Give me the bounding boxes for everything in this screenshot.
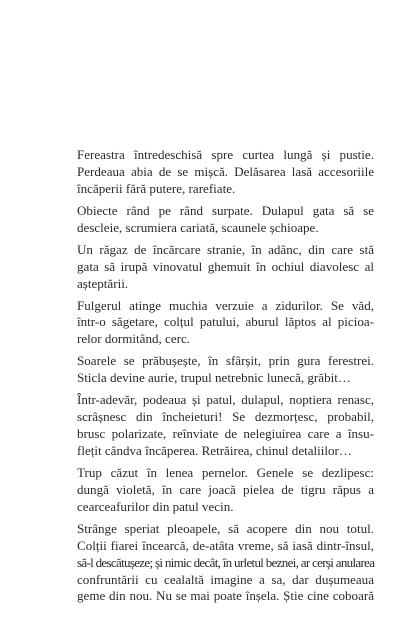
text-line: Obiecte rând pe rând surpate. Dulapul gata să se (77, 202, 374, 218)
text-line: gata să irupă vinovatul ghemuit în ochiul diavolesc al (77, 258, 374, 274)
text-line: dungă violetă, în care joacă pielea de tigru răpus a (77, 481, 374, 497)
text-line: geme din nou. Nu se mai poate înșela. Știe cine coboară (77, 588, 374, 604)
text-line: Fulgerul atinge muchia verzuie a zidurilor. Se văd, (77, 297, 374, 313)
text-line: Colții fiarei încearcă, de-atâta vreme, să iasă dintr-însul, (77, 537, 374, 553)
text-line: relor dormitând, cerc. (77, 331, 191, 347)
page-text (62, 147, 374, 610)
paragraph (62, 147, 374, 198)
text-line: Trup căzut în lenea pernelor. Genele se dezlipesc: (77, 464, 374, 480)
text-line: încăperii fără putere, rarefiate. (77, 180, 236, 196)
text-line: Fereastra întredeschisă spre curtea lungă și pustie. (77, 147, 374, 162)
text-line: Într-adevăr, podeaua și patul, dulapul, noptiera renasc, (77, 392, 374, 408)
text-line: cearceafurilor din patul vecin. (77, 498, 234, 514)
text-line: așteptării. (77, 275, 129, 291)
text-line: Soarele se prăbușește, în sfârșit, prin gura ferestrei. (77, 353, 374, 369)
text-line: confruntării cu cealaltă imagine a sa, dar dușumeaua (77, 571, 374, 587)
paragraph (62, 392, 374, 460)
text-line: să-l descătușeze; și nimic decât, în urletul beznei, ar cerși anularea (77, 554, 375, 570)
text-line: flețit cândva încăperea. Retrăirea, chinul detaliilor… (77, 442, 352, 458)
text-line: într-o săgetare, colțul patului, aburul lăptos al picioa- (77, 314, 374, 330)
paragraph (62, 521, 374, 606)
text-line: descleie, scrumiera cariată, scaunele șchioape. (77, 219, 319, 235)
paragraph (62, 242, 374, 293)
text-line: Strânge speriat pleoapele, să acopere din nou totul. (77, 520, 374, 536)
paragraph (62, 465, 374, 516)
paragraph (62, 203, 374, 237)
text-line: Sticla devine aurie, trupul netrebnic lunecă, grăbit… (77, 370, 351, 386)
text-line: brusc polarizate, reînviate de nelegiuirea care a însu- (77, 426, 374, 442)
text-line: Un răgaz de încărcare stranie, în adânc, din care stă (77, 241, 374, 257)
text-line: Perdeaua abia de se mișcă. Delăsarea lasă accesoriile (77, 163, 374, 179)
text-line: scrâșnesc din încheieturi! Se dezmorțesc, probabil, (77, 409, 374, 425)
paragraph (62, 298, 374, 349)
paragraph (62, 353, 374, 387)
